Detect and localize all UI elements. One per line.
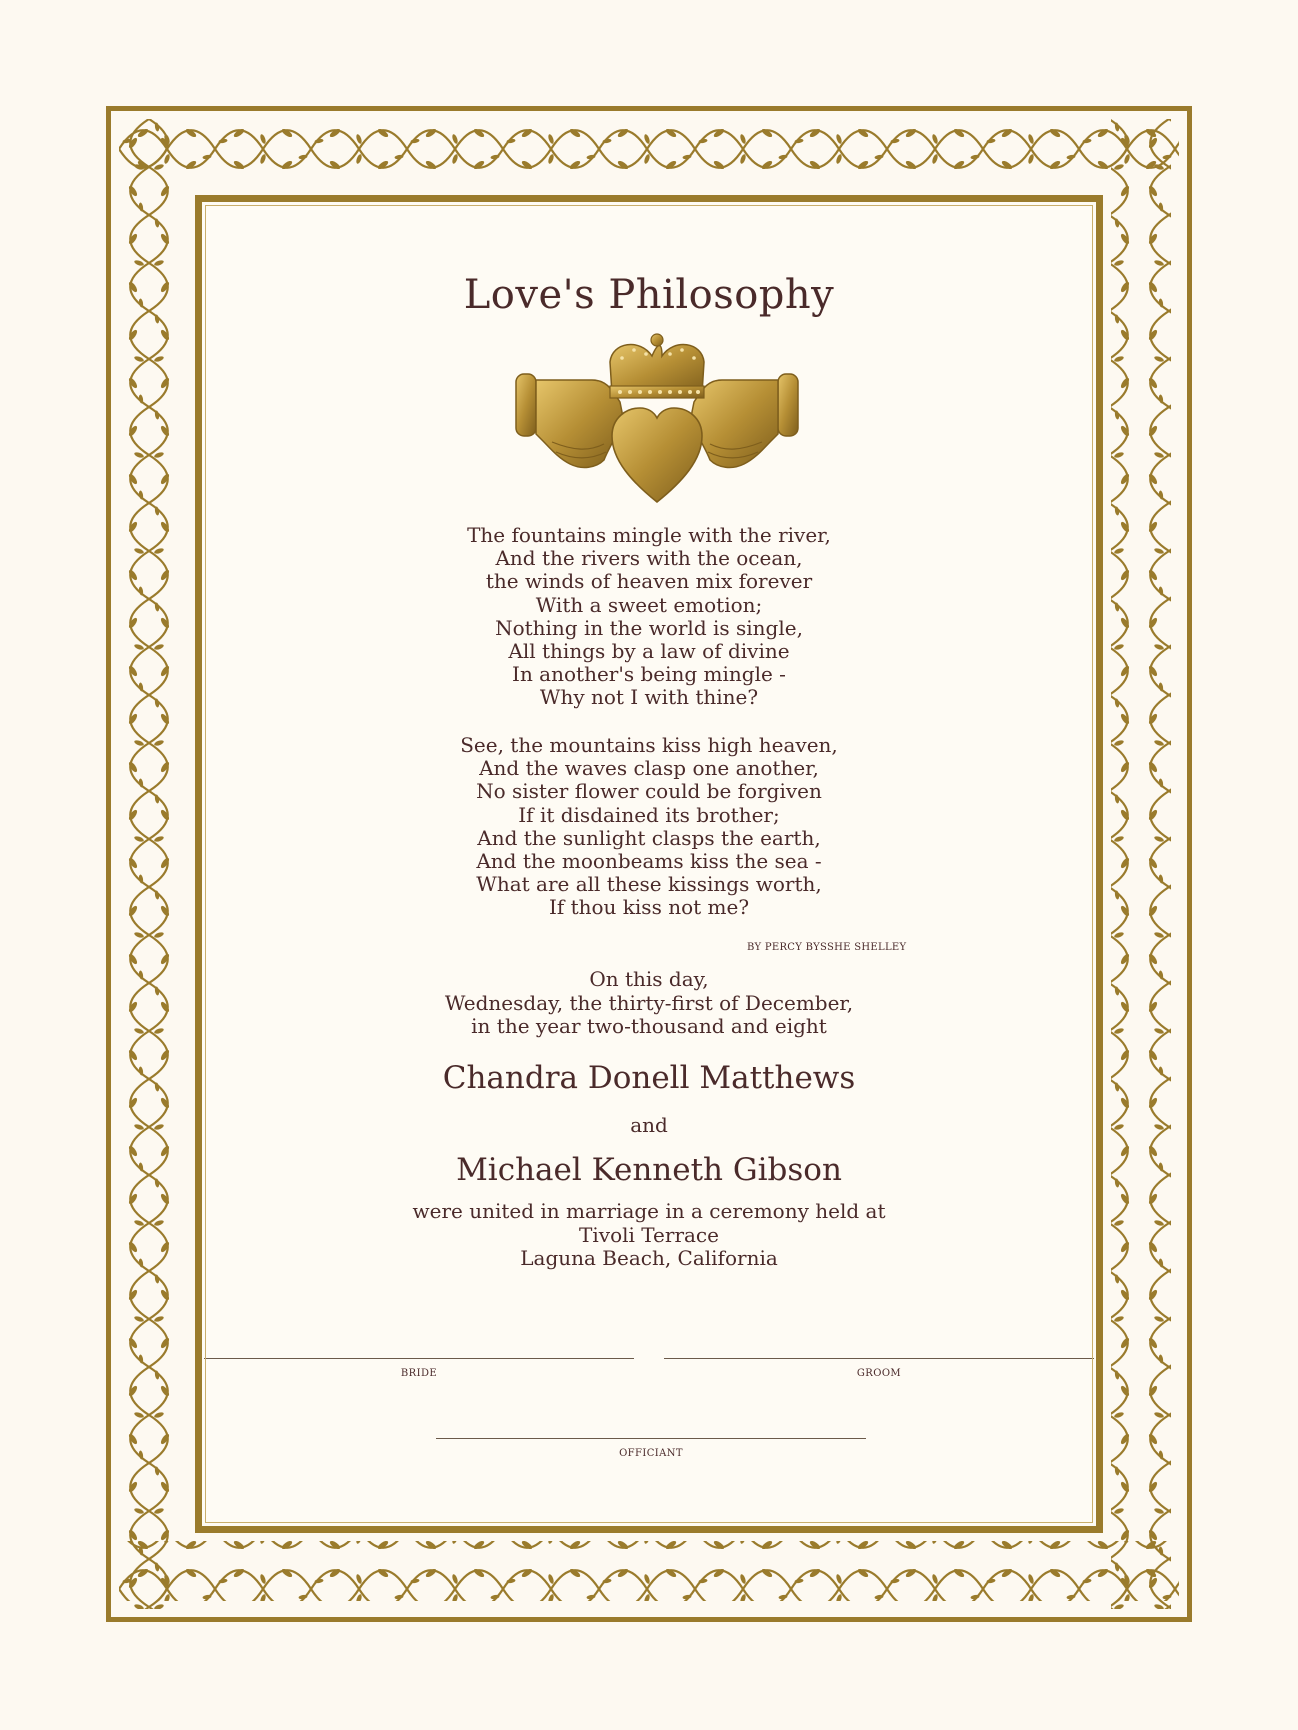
poem-line: the winds of heaven mix forever bbox=[485, 569, 813, 594]
date-line: Wednesday, the thirty-first of December, bbox=[444, 990, 854, 1015]
poem-line: The fountains mingle with the river, bbox=[467, 523, 831, 547]
poem-line: If thou kiss not me? bbox=[548, 895, 750, 920]
poem-line: Nothing in the world is single, bbox=[495, 615, 803, 640]
poem-line: And the rivers with the ocean, bbox=[495, 546, 803, 571]
poem-line: No sister flower could be forgiven bbox=[476, 779, 822, 804]
officiant-signature-label: OFFICIANT bbox=[619, 1448, 683, 1459]
bride-name: Chandra Donell Matthews bbox=[442, 1060, 856, 1096]
poem-line: And the waves clasp one another, bbox=[479, 756, 819, 781]
date-line: On this day, bbox=[589, 967, 709, 991]
bride-signature-line[interactable] bbox=[204, 1358, 634, 1359]
poem-line: And the sunlight clasps the earth, bbox=[477, 825, 821, 850]
poem-line: What are all these kissings worth, bbox=[476, 872, 822, 897]
claddagh-icon bbox=[512, 332, 802, 507]
officiant-signature-line[interactable] bbox=[436, 1438, 866, 1439]
venue-line: Laguna Beach, California bbox=[520, 1246, 778, 1270]
ceremony-date bbox=[202, 968, 1096, 1039]
and-conjunction: and bbox=[630, 1113, 668, 1137]
date-line: in the year two-thousand and eight bbox=[471, 1014, 827, 1038]
poem-line: All things by a law of divine bbox=[508, 639, 790, 664]
poem-line: See, the mountains kiss high heaven, bbox=[460, 733, 838, 757]
poem-attribution: BY PERCY BYSSHE SHELLEY bbox=[747, 942, 907, 953]
ceremony-venue bbox=[202, 1200, 1096, 1271]
poem-line: And the moonbeams kiss the sea - bbox=[476, 849, 822, 874]
poem-stanza-1 bbox=[202, 524, 1096, 710]
poem-line: Why not I with thine? bbox=[539, 685, 759, 710]
poem-stanza-2 bbox=[202, 734, 1096, 920]
certificate-title: Love's Philosophy bbox=[463, 272, 835, 318]
certificate-inner-frame bbox=[195, 195, 1103, 1533]
groom-signature-label: GROOM bbox=[856, 1368, 902, 1379]
poem-line: If it disdained its brother; bbox=[518, 802, 780, 827]
poem-line: With a sweet emotion; bbox=[535, 592, 763, 617]
groom-signature-line[interactable] bbox=[664, 1358, 1094, 1359]
poem-line: In another's being mingle - bbox=[512, 662, 786, 687]
venue-line: were united in marriage in a ceremony held at bbox=[412, 1199, 886, 1223]
bride-signature-label: BRIDE bbox=[400, 1368, 438, 1379]
groom-name: Michael Kenneth Gibson bbox=[456, 1152, 842, 1188]
certificate-outer-frame bbox=[106, 106, 1192, 1622]
venue-line: Tivoli Terrace bbox=[579, 1222, 719, 1247]
